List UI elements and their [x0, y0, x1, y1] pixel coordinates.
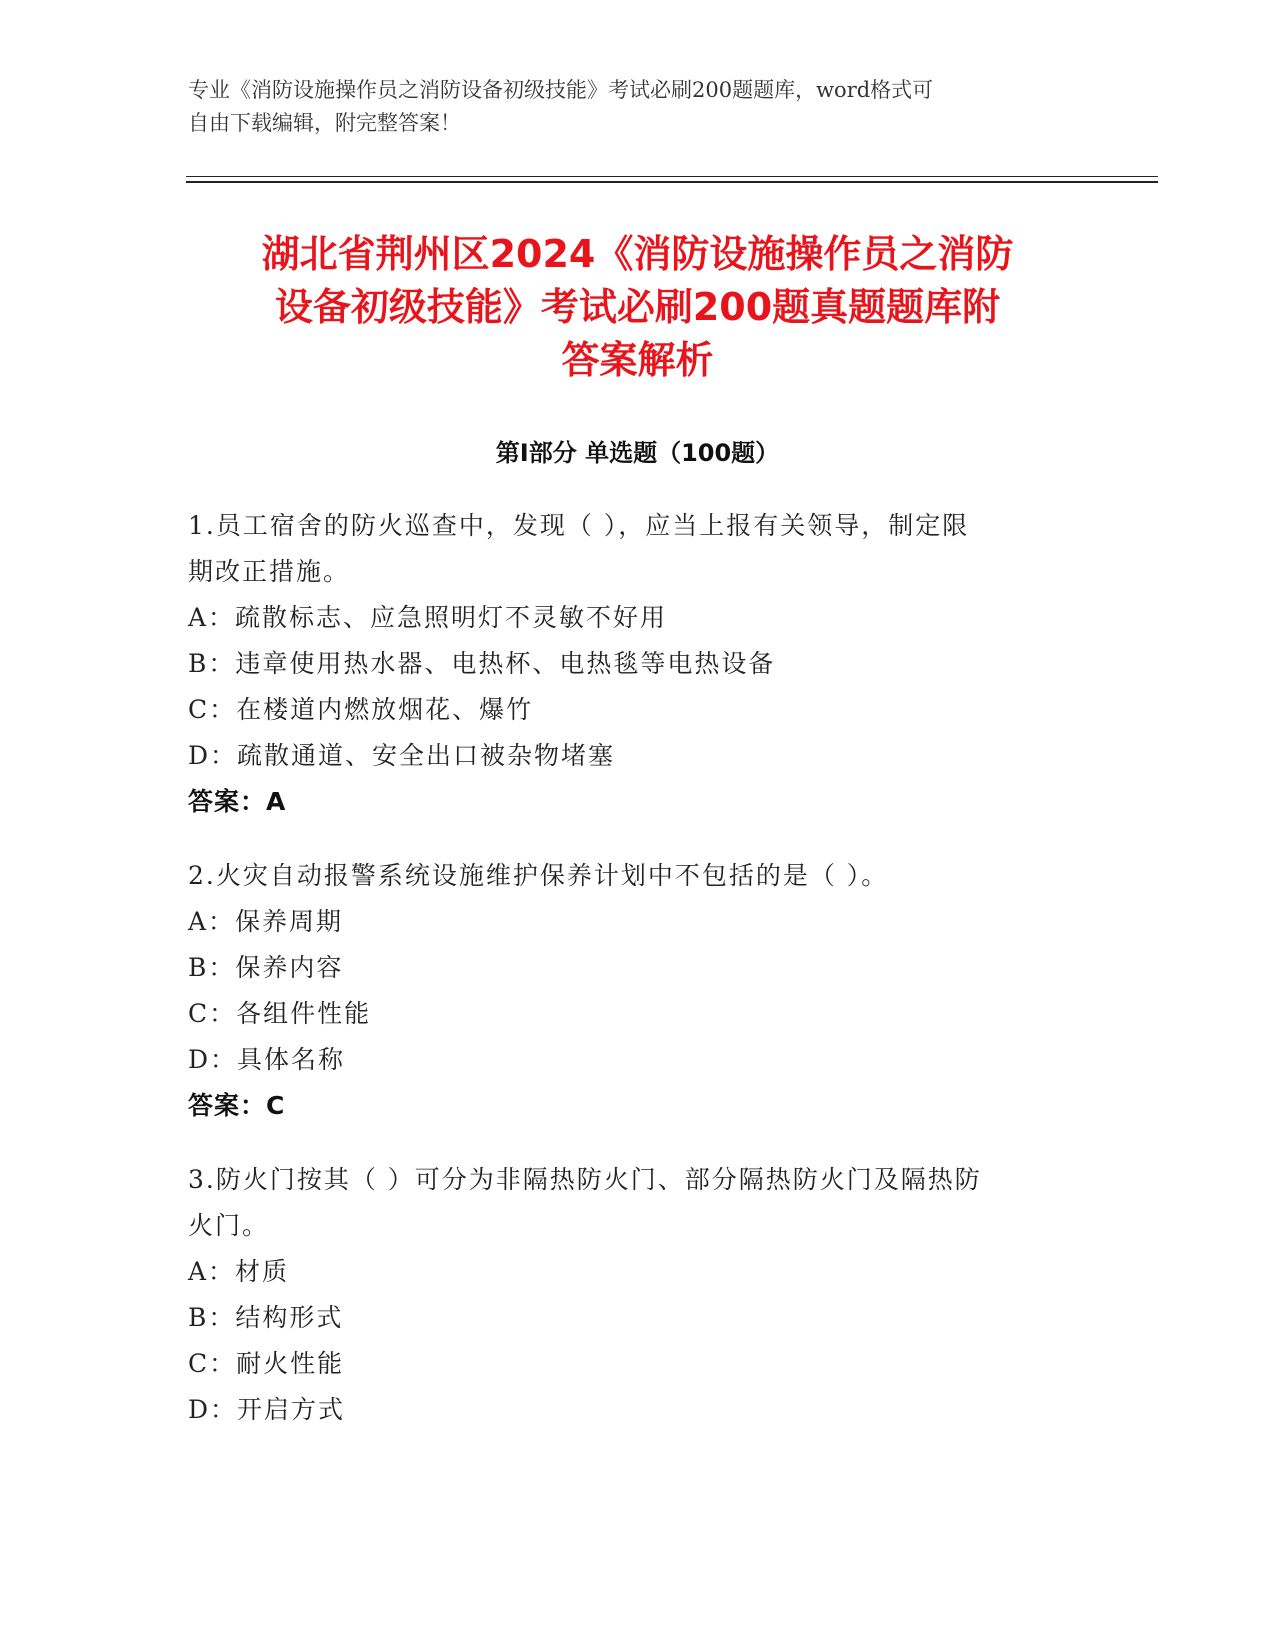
option-a: A：保养周期: [188, 907, 344, 936]
option-b: B：保养内容: [188, 953, 344, 982]
question-stem: 1.员工宿舍的防火巡查中，发现（ ），应当上报有关领导，制定限: [188, 511, 970, 540]
header-divider-thin: [186, 176, 1158, 177]
question-2: [188, 853, 1088, 1129]
option-c: C：在楼道内燃放烟花、爆竹: [188, 695, 534, 724]
option-a: A：疏散标志、应急照明灯不灵敏不好用: [188, 603, 668, 632]
question-stem-continued: 火门。: [188, 1211, 270, 1240]
title-line-2: 设备初级技能》考试必刷200题真题题库附: [274, 285, 1001, 329]
header-divider-thick: [186, 181, 1158, 183]
option-b: B：违章使用热水器、电热杯、电热毯等电热设备: [188, 649, 776, 678]
question-stem: 2.火灾自动报警系统设施维护保养计划中不包括的是（ ）。: [188, 861, 889, 890]
option-a: A：材质: [188, 1257, 290, 1286]
option-d: D：开启方式: [188, 1395, 346, 1424]
question-stem: 3.防火门按其（ ）可分为非隔热防火门、部分隔热防火门及隔热防: [188, 1165, 982, 1194]
option-c: C：耐火性能: [188, 1349, 345, 1378]
option-d: D：疏散通道、安全出口被杂物堵塞: [188, 741, 616, 770]
header-note: [188, 74, 1078, 140]
answer: 答案：A: [188, 787, 287, 816]
section-heading: 第Ⅰ部分 单选题（100题）: [495, 439, 780, 467]
header-note-line-1: 专业《消防设施操作员之消防设备初级技能》考试必刷200题题库，word格式可: [188, 78, 934, 102]
option-d: D：具体名称: [188, 1045, 346, 1074]
header-note-line-2: 自由下载编辑，附完整答案！: [188, 111, 461, 135]
answer: 答案：C: [188, 1091, 286, 1120]
title-line-1: 湖北省荆州区2024《消防设施操作员之消防: [261, 232, 1014, 276]
option-b: B：结构形式: [188, 1303, 344, 1332]
option-c: C：各组件性能: [188, 999, 372, 1028]
document-title: [150, 228, 1125, 387]
title-line-3: 答案解析: [561, 338, 714, 382]
question-stem-continued: 期改正措施。: [188, 557, 351, 586]
question-1: [188, 503, 1088, 825]
question-3: [188, 1157, 1088, 1433]
